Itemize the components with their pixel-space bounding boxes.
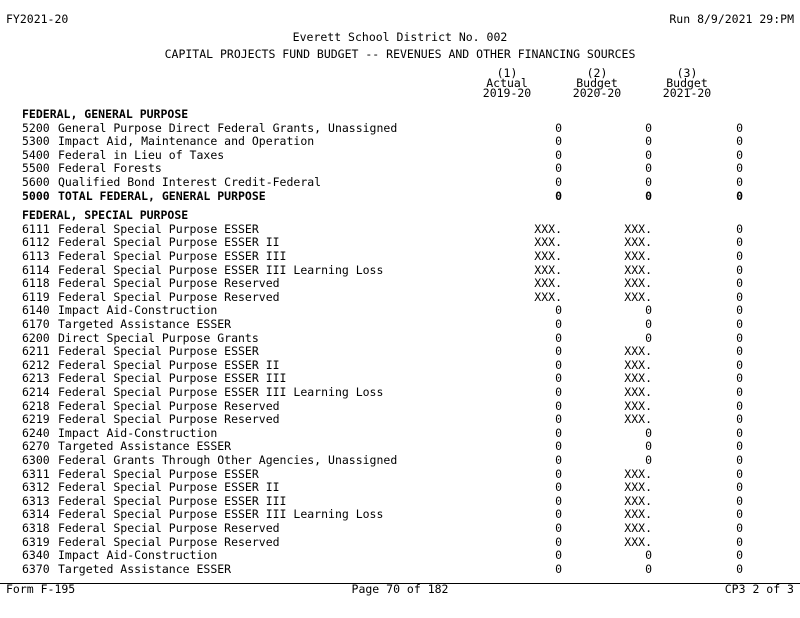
account-description: Federal Special Purpose ESSER III Learning Loss [58,262,384,277]
budget-2020-value: XXX. [624,521,652,535]
account-description: Impact Aid-Construction [58,425,218,440]
table-row [22,122,792,136]
budget-2021-value: 0 [736,412,743,427]
total-row [22,190,792,204]
table-row [22,250,792,264]
budget-2021-value: 0 [736,466,743,481]
actual-2019-value: 0 [555,134,562,149]
account-description: Federal Special Purpose ESSER III [58,371,287,386]
budget-2021-value: 0 [736,425,743,440]
budget-2020-value: 0 [645,147,652,162]
account-code: 6313 [22,493,50,508]
budget-2021-value: 0 [736,357,743,372]
actual-2019-value: 0 [555,561,562,576]
table-row [22,508,792,522]
run-date: Run 8/9/2021 29:PM [669,12,794,26]
actual-2019-value: 0 [555,412,562,427]
account-code: 6214 [22,385,50,399]
budget-2021-value: 0 [736,303,743,318]
account-code: 6319 [22,534,50,549]
actual-2019-value: 0 [555,175,562,189]
budget-2020-value: 0 [645,439,652,454]
account-code: 6270 [22,439,50,454]
budget-2020-value: XXX. [624,493,652,508]
actual-2019-value: XXX. [534,235,562,250]
table-row [22,332,792,346]
account-description: Federal Special Purpose ESSER III [58,249,287,263]
column-label: Budget [666,76,708,90]
account-description: Impact Aid-Construction [58,548,218,563]
account-code: 6311 [22,466,50,481]
account-description: Federal Special Purpose ESSER [58,466,259,481]
column-header-3 [652,68,722,98]
account-code: 6240 [22,425,50,440]
column-year: 2019-20 [482,86,532,100]
table-row [22,149,792,163]
actual-2019-value: 0 [555,357,562,372]
account-code: 6318 [22,521,50,535]
account-description: Targeted Assistance ESSER [58,561,232,576]
account-description: Targeted Assistance ESSER [58,317,232,331]
account-code: 6119 [22,289,50,304]
budget-2021-value: 0 [736,493,743,508]
budget-2020-value: 0 [645,134,652,149]
budget-2021-value: 0 [736,289,743,304]
table-row [22,549,792,563]
budget-2020-value: 0 [645,453,652,467]
column-number: (2) [586,66,608,80]
table-row [22,481,792,495]
table-row [22,440,792,454]
budget-2021-value: 0 [736,317,743,331]
budget-2020-value: XXX. [624,289,652,304]
budget-2021-value: 0 [736,147,743,162]
actual-2019-value: 0 [555,317,562,331]
budget-2020-value: 0 [645,548,652,563]
form-number: Form F-195 [6,582,76,596]
budget-2020-value: XXX. [624,412,652,427]
account-description: Federal Special Purpose Reserved [58,289,280,304]
table-row [22,223,792,237]
account-code: 6170 [22,317,50,331]
account-code: 6314 [22,507,50,522]
account-description: Targeted Assistance ESSER [58,439,232,454]
table-row [22,454,792,468]
account-description: Federal in Lieu of Taxes [58,147,225,162]
budget-2020-value: XXX. [624,357,652,372]
table-row [22,536,792,550]
table-row [22,413,792,427]
budget-2021-value: 0 [736,507,743,522]
budget-2021-value: 0 [736,249,743,263]
account-description: Federal Special Purpose ESSER II [58,235,280,250]
page-code: CP3 2 of 3 [724,582,794,596]
account-code: 6112 [22,235,50,250]
account-code: 6114 [22,262,50,277]
account-code: 5600 [22,175,50,189]
account-code: 5200 [22,120,50,135]
actual-2019-value: 0 [555,371,562,386]
budget-2021-value: 0 [736,398,743,413]
actual-2019-value: 0 [555,439,562,454]
budget-2021-value: 0 [736,161,743,176]
budget-2020-value: 0 [645,425,652,440]
account-description: Federal Special Purpose ESSER III Learning Loss [58,507,384,522]
account-code: 5500 [22,161,50,176]
column-header-2 [562,68,632,98]
table-row [22,318,792,332]
actual-2019-value: 0 [555,120,562,135]
district-name: Everett School District No. 002 [292,30,508,44]
table-row [22,427,792,441]
table-row [22,236,792,250]
budget-2021-value: 0 [736,344,743,359]
table-row [22,291,792,305]
actual-2019-value: 0 [555,466,562,481]
table-row [22,135,792,149]
table-row [22,304,792,318]
actual-2019-value: 0 [555,534,562,549]
account-description: Federal Grants Through Other Agencies, Unassigned [58,453,398,467]
table-row [22,277,792,291]
account-code: 5000 [22,188,50,203]
actual-2019-value: XXX. [534,221,562,236]
account-code: 6200 [22,330,50,345]
page-number: Page 70 of 182 [351,582,449,596]
account-description: Federal Special Purpose Reserved [58,276,280,291]
actual-2019-value: 0 [555,188,562,203]
budget-2021-value: 0 [736,221,743,236]
account-description: Federal Special Purpose Reserved [58,534,280,549]
column-number: (3) [676,66,698,80]
column-number: (1) [496,66,518,80]
column-label: Budget [576,76,618,90]
account-code: 6300 [22,453,50,467]
account-description: Federal Special Purpose Reserved [58,398,280,413]
account-description: General Purpose Direct Federal Grants, Unassigned [58,120,398,135]
actual-2019-value: 0 [555,453,562,467]
actual-2019-value: 0 [555,330,562,345]
table-row [22,468,792,482]
table-row [22,264,792,278]
actual-2019-value: 0 [555,385,562,399]
budget-2020-value: XXX. [624,344,652,359]
actual-2019-value: 0 [555,548,562,563]
actual-2019-value: 0 [555,344,562,359]
account-description: Federal Special Purpose ESSER II [58,357,280,372]
actual-2019-value: 0 [555,398,562,413]
budget-2021-value: 0 [736,188,743,203]
account-code: 6213 [22,371,50,386]
table-row [22,400,792,414]
account-description: TOTAL FEDERAL, GENERAL PURPOSE [58,188,266,203]
account-code: 6212 [22,357,50,372]
budget-2020-value: XXX. [624,371,652,386]
table-row [22,176,792,190]
budget-2021-value: 0 [736,561,743,576]
account-description: Federal Special Purpose ESSER III [58,493,287,508]
budget-2020-value: 0 [645,330,652,345]
account-description: Federal Forests [58,161,162,176]
budget-2021-value: 0 [736,385,743,399]
actual-2019-value: 0 [555,147,562,162]
table-row [22,522,792,536]
budget-2020-value: XXX. [624,385,652,399]
actual-2019-value: XXX. [534,289,562,304]
budget-2020-value: 0 [645,175,652,189]
actual-2019-value: 0 [555,493,562,508]
account-description: Federal Special Purpose Reserved [58,412,280,427]
account-code: 6219 [22,412,50,427]
account-code: 6113 [22,249,50,263]
section-title: FEDERAL, GENERAL PURPOSE [22,107,189,121]
actual-2019-value: 0 [555,303,562,318]
budget-2021-value: 0 [736,134,743,149]
budget-2021-value: 0 [736,453,743,467]
actual-2019-value: XXX. [534,262,562,277]
column-year: 2021-20 [662,86,712,100]
budget-2020-value: XXX. [624,249,652,263]
table-row [22,372,792,386]
account-description: Federal Special Purpose Reserved [58,521,280,535]
account-code: 6218 [22,398,50,413]
table-row [22,162,792,176]
column-year: 2020-20 [572,86,622,100]
budget-2021-value: 0 [736,521,743,535]
actual-2019-value: XXX. [534,276,562,291]
budget-2020-value: XXX. [624,466,652,481]
account-description: Impact Aid-Construction [58,303,218,318]
section-title: FEDERAL, SPECIAL PURPOSE [22,208,189,223]
account-code: 6111 [22,221,50,236]
budget-2021-value: 0 [736,262,743,277]
account-description: Federal Special Purpose ESSER [58,344,259,359]
account-description: Qualified Bond Interest Credit-Federal [58,175,322,189]
actual-2019-value: XXX. [534,249,562,263]
actual-2019-value: 0 [555,507,562,522]
budget-2020-value: XXX. [624,221,652,236]
actual-2019-value: 0 [555,521,562,535]
account-code: 6211 [22,344,50,359]
budget-2021-value: 0 [736,548,743,563]
account-description: Federal Special Purpose ESSER II [58,480,280,495]
table-row [22,563,792,577]
budget-2020-value: XXX. [624,507,652,522]
account-code: 6312 [22,480,50,495]
budget-2020-value: 0 [645,161,652,176]
table-row [22,359,792,373]
account-code: 6340 [22,548,50,563]
budget-2020-value: XXX. [624,398,652,413]
budget-2021-value: 0 [736,439,743,454]
budget-2020-value: XXX. [624,480,652,495]
table-row [22,386,792,400]
column-header-1 [472,68,542,98]
account-description: Federal Special Purpose ESSER [58,221,259,236]
budget-2021-value: 0 [736,480,743,495]
account-code: 6370 [22,561,50,576]
table-row [22,495,792,509]
budget-2020-value: XXX. [624,276,652,291]
budget-2020-value: 0 [645,120,652,135]
budget-2020-value: XXX. [624,235,652,250]
report-title: CAPITAL PROJECTS FUND BUDGET -- REVENUES AND OTHER FINANCING SOURCES [164,47,636,61]
actual-2019-value: 0 [555,425,562,440]
table-row [22,345,792,359]
budget-2020-value: 0 [645,561,652,576]
column-label: Actual [486,76,528,90]
account-code: 5400 [22,147,50,162]
account-description: Impact Aid, Maintenance and Operation [58,134,315,149]
account-description: Direct Special Purpose Grants [58,330,259,345]
budget-2021-value: 0 [736,330,743,345]
budget-2021-value: 0 [736,371,743,386]
budget-2021-value: 0 [736,175,743,189]
budget-2021-value: 0 [736,120,743,135]
account-code: 6140 [22,303,50,318]
budget-2020-value: 0 [645,188,652,203]
budget-2021-value: 0 [736,276,743,291]
budget-2020-value: XXX. [624,262,652,277]
budget-2020-value: 0 [645,317,652,331]
account-description: Federal Special Purpose ESSER III Learning Loss [58,385,384,399]
account-code: 6118 [22,276,50,291]
budget-2021-value: 0 [736,534,743,549]
budget-2020-value: 0 [645,303,652,318]
budget-2021-value: 0 [736,235,743,250]
actual-2019-value: 0 [555,480,562,495]
fiscal-year: FY2021-20 [6,12,69,26]
account-code: 5300 [22,134,50,149]
budget-2020-value: XXX. [624,534,652,549]
actual-2019-value: 0 [555,161,562,176]
